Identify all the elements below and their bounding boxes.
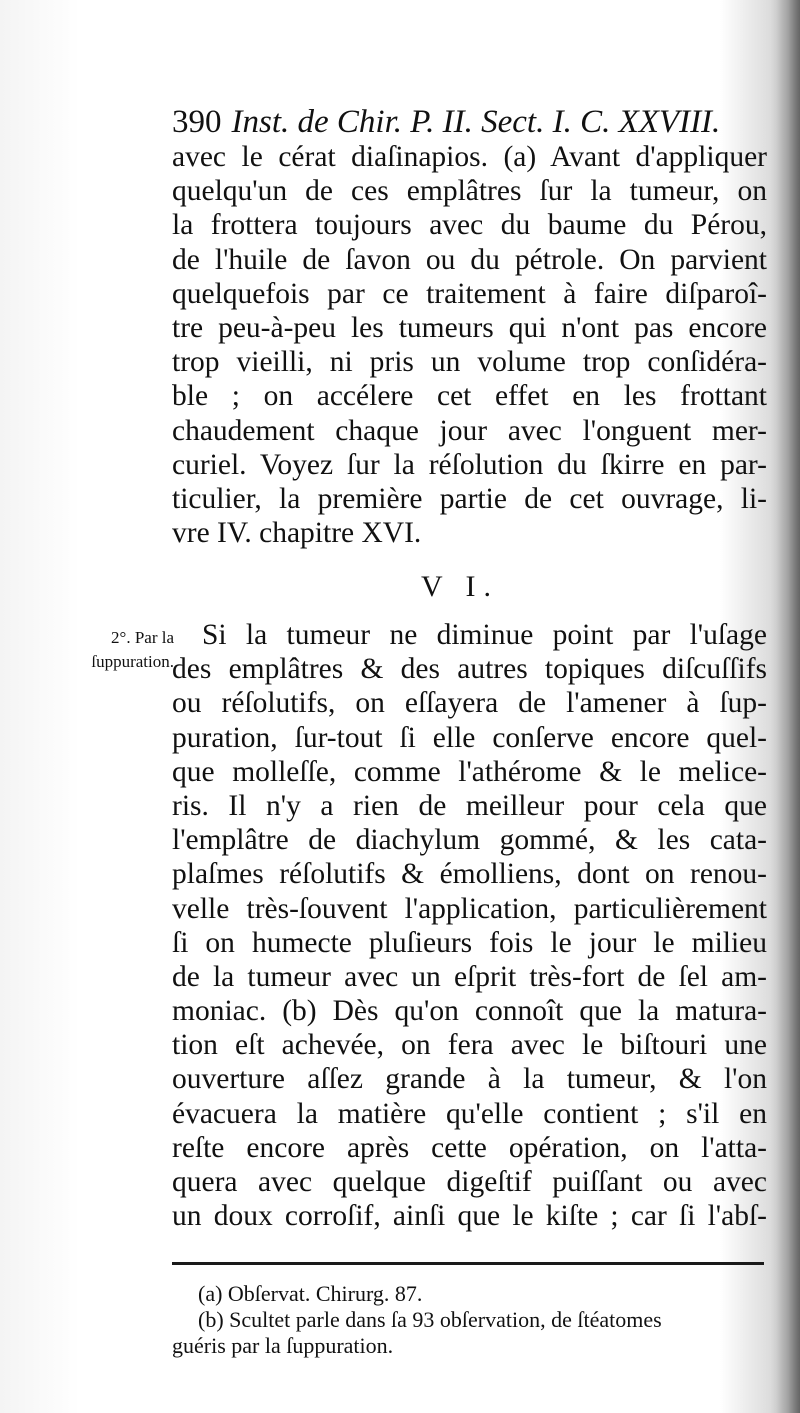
text-line: un doux corroſif, ainſi que le kiſte ; car ſi l'abſ- xyxy=(172,1200,767,1233)
text-line: reſte encore après cette opération, on l'atta- xyxy=(172,1131,767,1164)
text-line: ticulier, la première partie de cet ouvrage, li- xyxy=(172,482,767,515)
text-line: plaſmes réſolutifs & émolliens, dont on renou- xyxy=(172,858,767,891)
text-line: chaudement chaque jour avec l'onguent mer- xyxy=(172,414,767,447)
text-line: la frottera toujours avec du baume du Pérou, xyxy=(172,209,767,242)
text-line: de la tumeur avec un eſprit très-fort de ſel am- xyxy=(172,960,767,993)
text-line: tion eſt achevée, on fera avec le biſtouri une xyxy=(172,1029,767,1062)
text-line: de l'huile de ſavon ou du pétrole. On parvient xyxy=(172,243,767,276)
text-line: curiel. Voyez ſur la réſolution du ſkirre en par- xyxy=(172,448,767,481)
text-line: moniac. (b) Dès qu'on connoît que la matura- xyxy=(172,995,767,1028)
margin-note xyxy=(44,626,174,674)
margin-note-line: ſuppuration. xyxy=(91,652,174,671)
text-line: puration, ſur-tout ſi elle conſerve encore quel- xyxy=(172,721,767,754)
text-line: ouverture aſſez grande à la tumeur, & l'on xyxy=(172,1063,767,1096)
footnote-b: (b) Scultet parle dans ſa 93 obſervation, de ſtéatomes xyxy=(198,1307,662,1332)
text-line: avec le cérat diaſinapios. (a) Avant d'appliquer xyxy=(172,141,767,173)
text-line: ou réſolutifs, on eſſayera de l'amener à ſup- xyxy=(172,687,767,720)
text-line: ſi on humecte pluſieurs fois le jour le milieu xyxy=(172,926,767,959)
paragraph-1 xyxy=(172,140,767,550)
text-line: trop vieilli, ni pris un volume trop conſidéra- xyxy=(172,346,767,379)
running-title: Inst. de Chir. P. II. Sect. I. C. XXVIII. xyxy=(231,104,721,140)
text-line: l'emplâtre de diachylum gommé, & les cata- xyxy=(172,824,767,857)
text-line: des emplâtres & des autres topiques diſcuſſifs xyxy=(172,653,767,686)
text-line: ble ; on accélere cet effet en les frottant xyxy=(172,380,767,413)
footnote-divider xyxy=(172,1262,764,1265)
footnote-a: (a) Obſervat. Chirurg. 87. xyxy=(198,1281,423,1306)
text-line: quera avec quelque digeſtif puiſſant ou avec xyxy=(172,1166,767,1198)
page-number: 390 xyxy=(172,104,222,140)
text-line: évacuera la matière qu'elle contient ; s'il en xyxy=(172,1097,767,1130)
paragraph-2 xyxy=(172,618,767,1233)
footnote-b-continued: guéris par la ſuppuration. xyxy=(172,1333,394,1358)
footnotes xyxy=(172,1281,773,1359)
text-line: velle très-ſouvent l'application, particulièrement xyxy=(172,892,767,925)
running-header xyxy=(172,102,772,142)
page-edge-shadow xyxy=(770,0,800,1413)
section-number: V I. xyxy=(420,570,500,603)
text-line: vre IV. chapitre XVI. xyxy=(172,517,422,550)
text-line: que molleſſe, comme l'athérome & le melice- xyxy=(172,755,767,788)
text-line: quelqu'un de ces emplâtres ſur la tumeur, on xyxy=(172,175,767,208)
text-line: Si la tumeur ne diminue point par l'uſage xyxy=(202,619,767,651)
margin-note-line: 2°. Par la xyxy=(111,628,174,647)
text-line: tre peu-à-peu les tumeurs qui n'ont pas encore xyxy=(172,311,767,344)
text-line: ris. Il n'y a rien de meilleur pour cela que xyxy=(172,789,767,822)
text-line: quelquefois par ce traitement à faire diſparoî- xyxy=(172,277,767,310)
